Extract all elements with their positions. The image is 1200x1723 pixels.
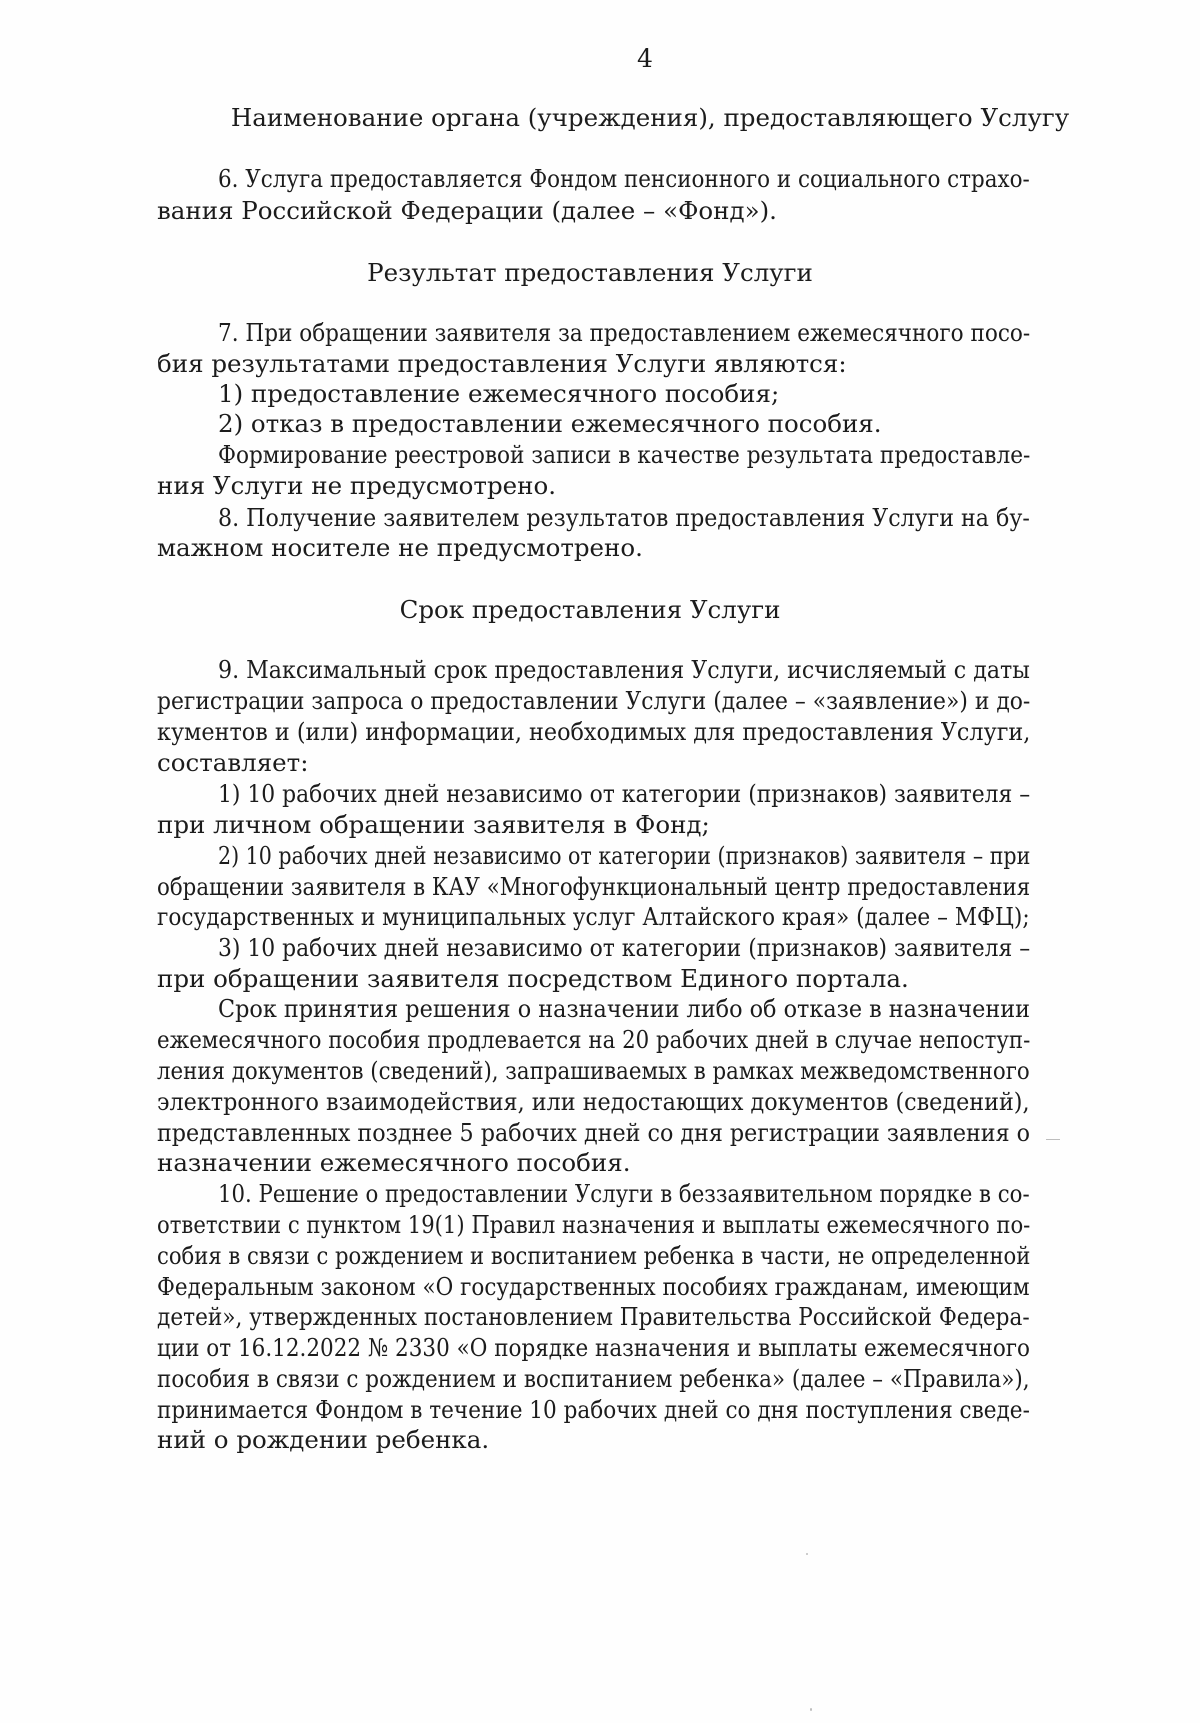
paragraph-line: Федеральным законом «О государственных пособиях гражданам, имеющим xyxy=(157,1272,1030,1301)
paragraph-line: 1) 10 рабочих дней независимо от категории (признаков) заявителя – xyxy=(218,779,1031,808)
section-heading-term: Срок предоставления Услуги xyxy=(399,595,781,624)
paragraph-line: бия результатами предоставления Услуги являются: xyxy=(157,349,847,378)
paragraph-line: 2) 10 рабочих дней независимо от категории (признаков) заявителя – при xyxy=(218,841,1031,870)
paragraph-line: кументов и (или) информации, необходимых для предоставления Услуги, xyxy=(157,717,1031,746)
paragraph-line: государственных и муниципальных услуг Алтайского края» (далее – МФЦ); xyxy=(157,902,1030,931)
paragraph-line: ции от 16.12.2022 № 2330 «О порядке назначения и выплаты ежемесячного xyxy=(157,1333,1030,1362)
paragraph-line: 3) 10 рабочих дней независимо от категории (признаков) заявителя – xyxy=(218,933,1031,962)
paragraph-line: ления документов (сведений), запрашиваемых в рамках межведомственного xyxy=(157,1056,1030,1085)
paragraph-line: мажном носителе не предусмотрено. xyxy=(157,533,643,562)
paragraph-line: вания Российской Федерации (далее – «Фонд»). xyxy=(157,196,777,225)
paragraph-line: собия в связи с рождением и воспитанием ребенка в части, не определенной xyxy=(157,1241,1031,1270)
paragraph-line: Формирование реестровой записи в качестве результата предоставле- xyxy=(218,440,1031,469)
paragraph-line: 8. Получение заявителем результатов предоставления Услуги на бу- xyxy=(218,503,1030,532)
paragraph-line: ний о рождении ребенка. xyxy=(157,1425,490,1454)
paragraph-line: при обращении заявителя посредством Единого портала. xyxy=(157,964,909,993)
paragraph-line: ответствии с пунктом 19(1) Правил назначения и выплаты ежемесячного по- xyxy=(157,1210,1031,1239)
scan-speck xyxy=(810,1708,812,1711)
paragraph-line: регистрации запроса о предоставлении Услуги (далее – «заявление») и до- xyxy=(157,686,1031,715)
paragraph-line: 9. Максимальный срок предоставления Услуги, исчисляемый с даты xyxy=(218,655,1030,684)
paragraph-line: 10. Решение о предоставлении Услуги в беззаявительном порядке в со- xyxy=(218,1179,1030,1208)
paragraph-line: обращении заявителя в КАУ «Многофункциональный центр предоставления xyxy=(157,872,1031,901)
paragraph-line: 1) предоставление ежемесячного пособия; xyxy=(218,379,780,408)
paragraph-line: ния Услуги не предусмотрено. xyxy=(157,471,557,500)
paragraph-line: детей», утвержденных постановлением Правительства Российской Федера- xyxy=(157,1302,1030,1331)
paragraph-line: 7. При обращении заявителя за предоставлением ежемесячного посо- xyxy=(218,318,1031,347)
paragraph-line: при личном обращении заявителя в Фонд; xyxy=(157,810,710,839)
section-heading-authority: Наименование органа (учреждения), предоставляющего Услугу xyxy=(230,103,1070,132)
paragraph-line: ежемесячного пособия продлевается на 20 рабочих дней в случае непоступ- xyxy=(157,1025,1031,1054)
section-heading-result: Результат предоставления Услуги xyxy=(367,258,813,287)
paragraph-line: 6. Услуга предоставляется Фондом пенсионного и социального страхо- xyxy=(218,164,1030,193)
paragraph-line: пособия в связи с рождением и воспитанием ребенка» (далее – «Правила»), xyxy=(157,1364,1030,1393)
page-number: 4 xyxy=(637,44,653,73)
paragraph-line: составляет: xyxy=(157,748,309,777)
paragraph-line: назначении ежемесячного пособия. xyxy=(157,1148,631,1177)
paragraph-line: 2) отказ в предоставлении ежемесячного пособия. xyxy=(218,409,882,438)
paragraph-line: Срок принятия решения о назначении либо об отказе в назначении xyxy=(218,994,1030,1023)
scan-speck xyxy=(1046,1139,1060,1140)
paragraph-line: представленных позднее 5 рабочих дней со дня регистрации заявления о xyxy=(157,1118,1031,1147)
scan-speck xyxy=(806,1553,808,1555)
paragraph-line: принимается Фондом в течение 10 рабочих дней со дня поступления сведе- xyxy=(157,1395,1030,1424)
paragraph-line: электронного взаимодействия, или недостающих документов (сведений), xyxy=(157,1087,1030,1116)
